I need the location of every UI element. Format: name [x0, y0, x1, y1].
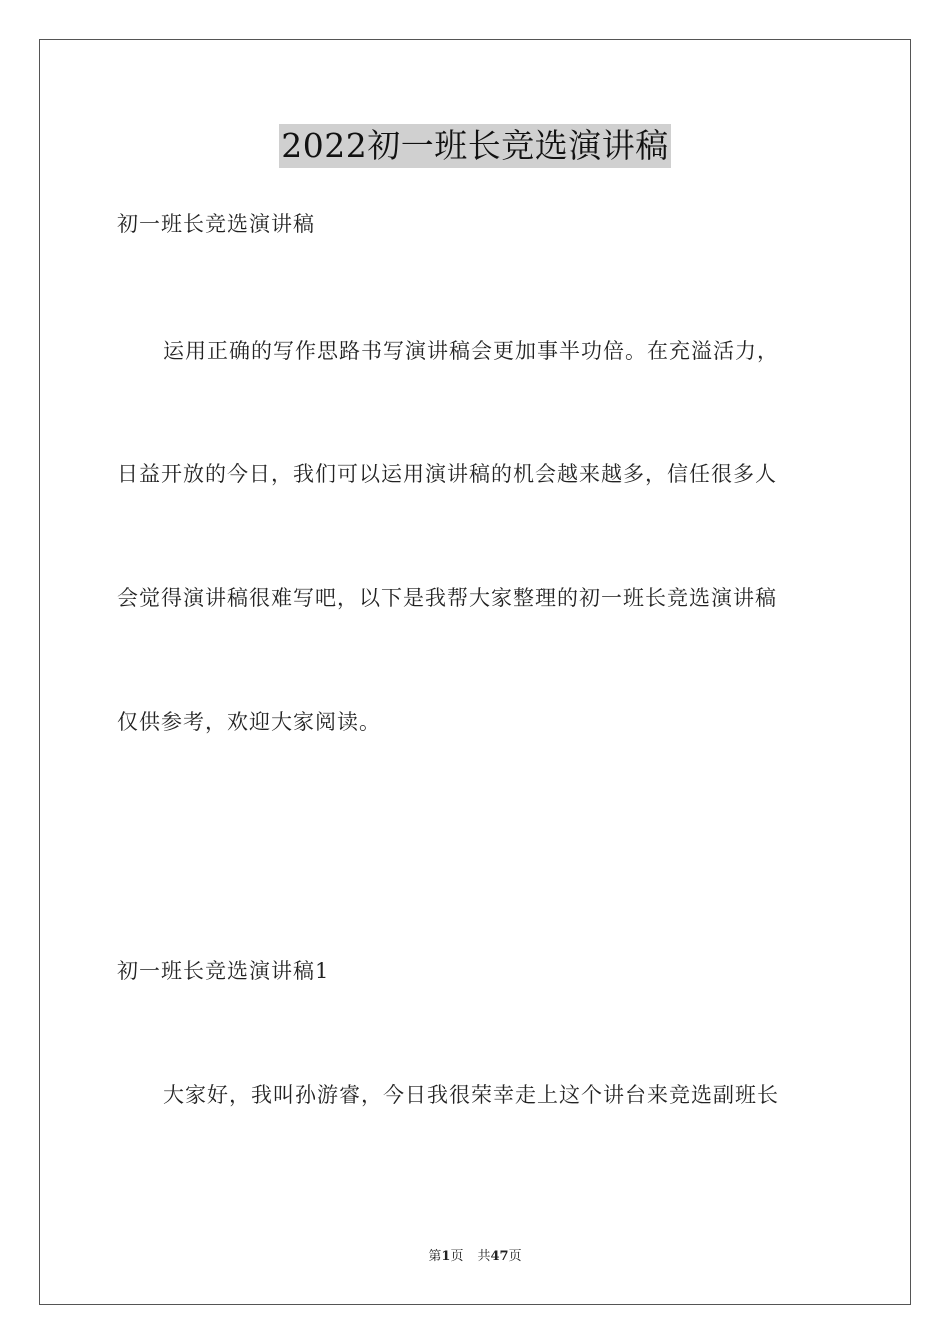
total-pages: 47	[490, 1249, 509, 1264]
total-prefix: 共	[477, 1249, 491, 1264]
page-footer	[0, 1248, 950, 1266]
paragraph-line: 运用正确的写作思路书写演讲稿会更加事半功倍。在充溢活力，	[163, 339, 779, 363]
paragraph-line: 日益开放的今日，我们可以运用演讲稿的机会越来越多，信任很多人	[117, 462, 777, 486]
document-title: 2022初一班长竞选演讲稿	[279, 124, 670, 168]
title-container	[0, 124, 950, 168]
paragraph-line: 仅供参考，欢迎大家阅读。	[117, 710, 381, 734]
total-suffix: 页	[508, 1249, 522, 1264]
page-number: 1	[441, 1249, 451, 1264]
document-subtitle: 初一班长竞选演讲稿	[117, 212, 315, 236]
page-prefix: 第	[428, 1249, 442, 1264]
page-suffix: 页	[450, 1249, 464, 1264]
paragraph-line: 大家好，我叫孙游睿，今日我很荣幸走上这个讲台来竞选副班长	[163, 1083, 779, 1107]
paragraph-line: 会觉得演讲稿很难写吧，以下是我帮大家整理的初一班长竞选演讲稿	[117, 586, 777, 610]
section-heading: 初一班长竞选演讲稿1	[117, 959, 330, 983]
